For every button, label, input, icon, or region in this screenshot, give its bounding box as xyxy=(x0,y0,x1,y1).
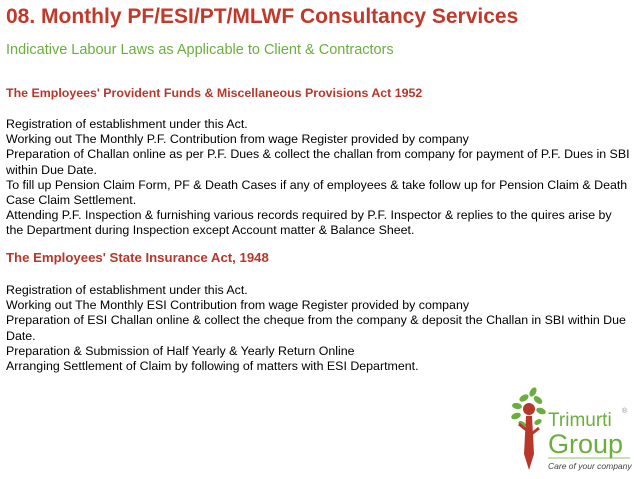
logo-name: Trimurti xyxy=(548,410,612,431)
body-line: Preparation of Challan online as per P.F. Dues & collect the challan from company for payment of P.F. Dues in SBI within Due Date. xyxy=(6,147,630,177)
page-subtitle: Indicative Labour Laws as Applicable to Client & Contractors xyxy=(6,42,394,58)
body-line: Registration of establishment under this Act. xyxy=(6,283,248,297)
section-body-pf xyxy=(6,117,632,239)
body-line: To fill up Pension Claim Form, PF & Death Cases if any of employees & take follow up for Pension Claim & Death Case Claim Settlement. xyxy=(6,177,628,208)
body-line: Attending P.F. Inspection & furnishing various records required by P.F. Inspector & replies to the quires arise by the Department during Inspection except Account matter & Balance Sheet. xyxy=(6,208,612,238)
page-title: 08. Monthly PF/ESI/PT/MLWF Consultancy Services xyxy=(6,5,519,28)
section-heading-pf: The Employees' Provident Funds & Miscellaneous Provisions Act 1952 xyxy=(6,86,423,100)
logo-tagline: Care of your company xyxy=(548,461,632,471)
body-line: Working out The Monthly ESI Contribution from wage Register provided by company xyxy=(6,298,470,313)
section-body-esi xyxy=(6,283,632,374)
body-line: Preparation of ESI Challan online & collect the cheque from the company & deposit the Challan in SBI within Due Date. xyxy=(6,313,626,343)
body-line: Arranging Settlement of Claim by following of matters with ESI Department. xyxy=(6,359,419,374)
logo-group: Group xyxy=(548,429,624,459)
body-line: Preparation & Submission of Half Yearly & Yearly Return Online xyxy=(6,343,355,358)
section-heading-esi: The Employees' State Insurance Act, 1948 xyxy=(6,250,269,265)
logo-registered-mark: ® xyxy=(622,408,628,415)
body-line: Working out The Monthly P.F. Contribution from wage Register provided by company xyxy=(6,132,469,147)
body-line: Registration of establishment under this Act. xyxy=(6,117,248,131)
